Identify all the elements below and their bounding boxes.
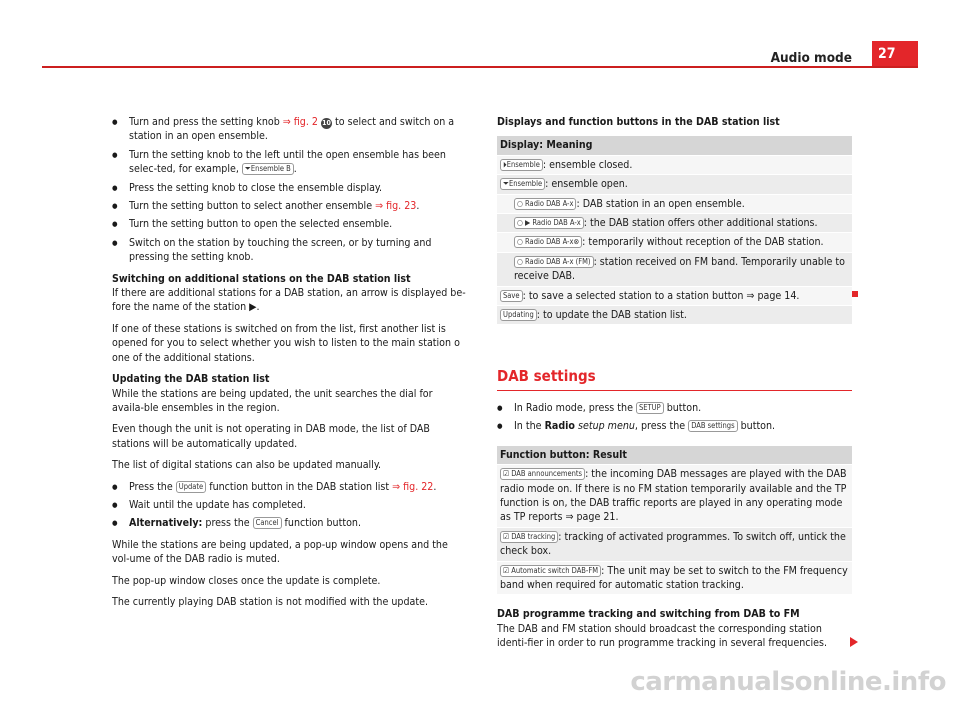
checkbox-icon: ☑ [503, 469, 512, 479]
list-item: ● Wait until the update has completed. [112, 498, 467, 512]
checkbox-icon: ☑ [503, 565, 512, 575]
table-row: ☑ DAB announcements : the incoming DAB messages are played with the DAB radio mode on. If there is no FM station temporarily available and the TP function is on, the DAB traffic reports are played in any operating mode as TP reports ⇒ page 21. [497, 465, 852, 528]
subheading: DAB programme tracking and switching from DAB to FM [497, 608, 800, 621]
paragraph: The DAB and FM station should broadcast the corresponding station identi-fier in order to run programme tracking in several frequencies. [497, 622, 827, 650]
station-button: ○ Radio DAB A-x [514, 198, 576, 210]
knob-number-icon: 10 [322, 119, 331, 127]
table-header: Display: Meaning [497, 136, 852, 155]
table-header: Function button: Result [497, 446, 852, 465]
paragraph: Even though the unit is not operating in DAB mode, the list of DAB stations will be automatically updated. [112, 423, 430, 450]
list-item: ● In Radio mode, press the SETUP button. [497, 401, 852, 415]
table-row: ☑ DAB tracking : tracking of activated programmes. To switch off, untick the check box. [497, 528, 852, 562]
cancel-button: Cancel [253, 517, 282, 529]
table-row: ⏷Ensemble : ensemble open. [497, 175, 852, 194]
save-button: Save [500, 290, 523, 302]
list-item: ● In the Radio setup menu, press the DAB settings button. [497, 419, 852, 433]
chevron-down-icon: ⏷ [503, 179, 509, 189]
subheading: Updating the DAB station list [112, 373, 270, 386]
list-item: ● Turn the setting knob to the left until the open ensemble has been selec-ted, for example, ⏷Ensemble B . [112, 148, 467, 177]
paragraph: If there are additional stations for a DAB station, an arrow is displayed be-fore the name of the station ▶. [112, 287, 466, 314]
page-number: 27 [872, 41, 918, 67]
paragraph: The currently playing DAB station is not modified with the update. [112, 595, 428, 608]
right-column [497, 115, 852, 658]
list-item: ● Alternatively: press the Cancel function button. [112, 516, 467, 530]
ensemble-b-button: ⏷Ensemble B [242, 163, 294, 175]
list-item: ● Press the setting knob to close the ensemble display. [112, 181, 467, 195]
dab-settings-button: DAB settings [688, 420, 737, 432]
page-title: Audio mode [770, 50, 852, 66]
table-row: ○ Radio DAB A-x (FM) : station received on FM band. Temporarily unable to receive DAB. [497, 253, 852, 287]
ensemble-closed-button: ⏵Ensemble [500, 159, 543, 171]
watermark: carmanualsonline.info [630, 667, 946, 697]
fig-link[interactable]: ⇒ fig. 22 [392, 480, 434, 493]
chevron-down-icon: ⏷ [244, 164, 251, 174]
paragraph: While the stations are being updated, the unit searches the dial for availa-ble ensembles in the region. [112, 387, 433, 414]
station-additional-button: ○ ▶ Radio DAB A-x [514, 217, 584, 229]
fig-link[interactable]: ⇒ fig. 2 [282, 116, 318, 128]
no-signal-icon: ⊗ [573, 237, 580, 247]
dab-display-table [497, 136, 852, 325]
end-marker-icon [852, 287, 858, 301]
left-column [112, 115, 467, 616]
dab-announcements-button: ☑ DAB announcements [500, 468, 585, 480]
section-heading: DAB settings [497, 369, 852, 390]
radio-circle-icon: ○ [517, 256, 526, 266]
subheading: Switching on additional stations on the DAB station list [112, 272, 411, 285]
auto-switch-button: ☑ Automatic switch DAB-FM [500, 565, 601, 577]
radio-circle-icon: ○ [517, 237, 526, 247]
paragraph: While the stations are being updated, a pop-up window opens and the vol-ume of the DAB radio is muted. [112, 538, 448, 566]
table-row: ☑ Automatic switch DAB-FM : The unit may be set to switch to the FM frequency band when required for automatic station tracking. [497, 562, 852, 596]
list-item: ● Turn the setting button to select another ensemble ⇒ fig. 23. [112, 199, 467, 213]
list-item: ● Switch on the station by touching the screen, or by turning and pressing the setting knob. [112, 236, 467, 265]
updating-button: Updating [500, 309, 537, 321]
setup-button: SETUP [636, 402, 664, 414]
paragraph: The list of digital stations can also be updated manually. [112, 459, 381, 472]
paragraph: If one of these stations is switched on from the list, first another list is opened for you to select whether you wish to listen to the main station o one of the additional stations. [112, 322, 460, 364]
checkbox-icon: ☑ [503, 531, 512, 541]
table-title: Displays and function buttons in the DAB station list [497, 116, 780, 128]
continue-arrow-icon [850, 637, 858, 651]
station-no-reception-button: ○ Radio DAB A-x⊗ [514, 236, 582, 248]
table-row: ○ ▶ Radio DAB A-x : the DAB station offers other additional stations. [497, 214, 852, 233]
dab-tracking-button: ☑ DAB tracking [500, 531, 558, 543]
paragraph: The pop-up window closes once the update is complete. [112, 574, 381, 587]
table-row: Updating : to update the DAB station list. [497, 306, 852, 325]
update-button: Update [176, 481, 206, 493]
list-item: ● Turn and press the setting knob ⇒ fig. 2 10 to select and switch on a station in an open ensemble. [112, 115, 467, 144]
dab-settings-table [497, 446, 852, 596]
ensemble-open-button: ⏷Ensemble [500, 178, 545, 190]
station-fm-button: ○ Radio DAB A-x (FM) [514, 256, 594, 268]
radio-arrow-icon: ○ ▶ [517, 218, 533, 228]
list-item: ● Press the Update function button in the DAB station list ⇒ fig. 22. [112, 480, 467, 494]
chevron-right-icon: ⏵ [503, 159, 507, 169]
fig-link[interactable]: ⇒ fig. 23 [375, 200, 417, 213]
table-row: ⏵Ensemble : ensemble closed. [497, 156, 852, 175]
header-rule [42, 66, 918, 68]
table-row: ○ Radio DAB A-x⊗ : temporarily without reception of the DAB station. [497, 233, 852, 252]
table-row: ○ Radio DAB A-x : DAB station in an open ensemble. [497, 195, 852, 214]
radio-circle-icon: ○ [517, 198, 526, 208]
list-item: ● Turn the setting button to open the selected ensemble. [112, 217, 467, 231]
table-row: Save : to save a selected station to a station button ⇒ page 14. [497, 287, 852, 306]
